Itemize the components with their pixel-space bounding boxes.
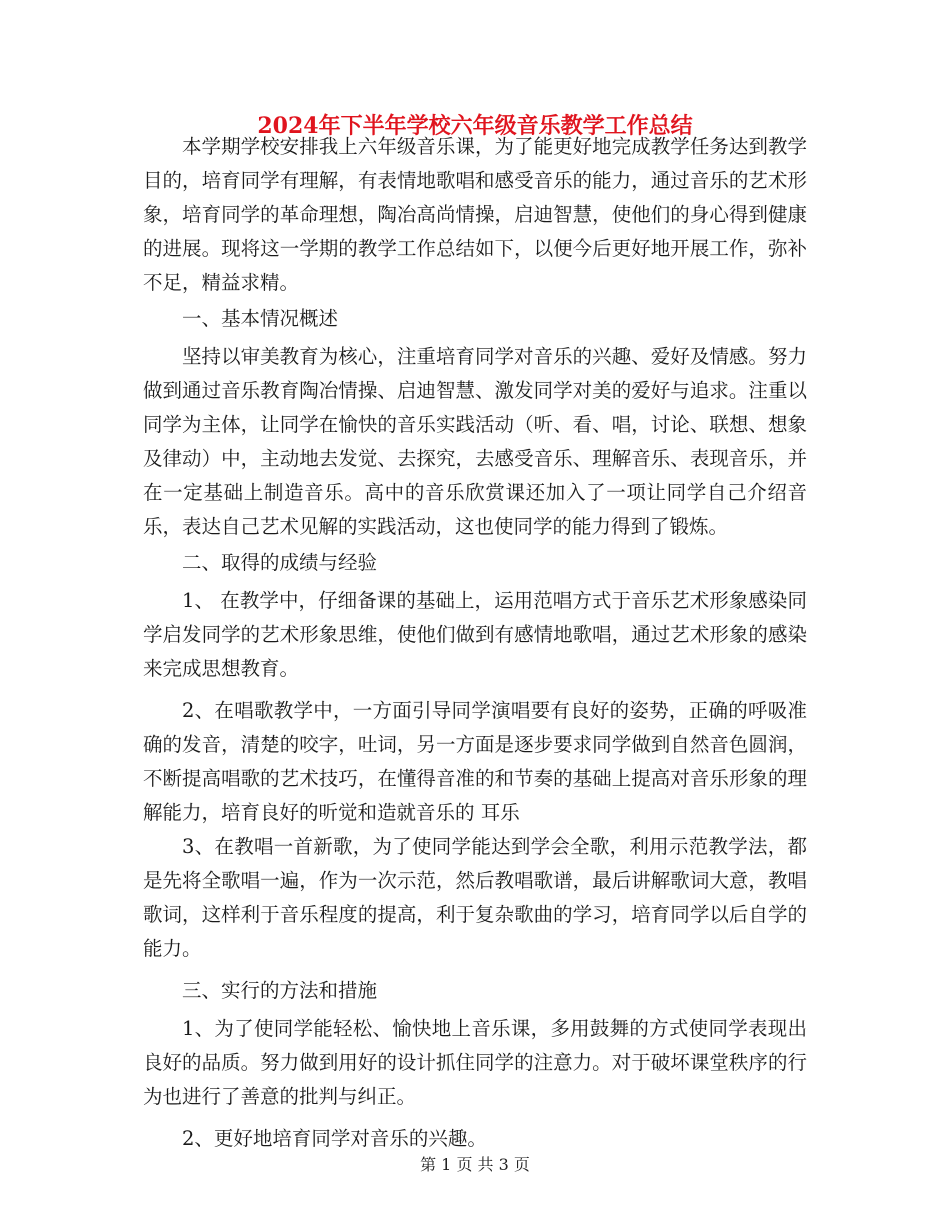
- section-heading-achievements: 二、取得的成绩与经验: [182, 551, 378, 574]
- document-body: [143, 130, 807, 1156]
- document-title: 2024年下半年学校六年级音乐教学工作总结: [257, 113, 693, 139]
- overview-paragraph: 坚持以审美教育为核心，注重培育同学对音乐的兴趣、爱好及情感。努力做到通过音乐教育陶冶情操、启迪智慧、激发同学对美的爱好与追求。注重以同学为主体，让同学在愉快的音乐实践活动（听、看、唱，讨论、联想、想象及律动）中，主动地去发觉、去探究，去感受音乐、理解音乐、表现音乐，并在一定基础上制造音乐。高中的音乐欣赏课还加入了一项让同学自己介绍音乐，表达自己艺术见解的实践活动，这也使同学的能力得到了锻炼。: [143, 345, 807, 538]
- achievement-item-2: 2、在唱歌教学中，一方面引导同学演唱要有良好的姿势，正确的呼吸准确的发音，清楚的咬字，吐词，另一方面是逐步要求同学做到自然音色圆润，不断提高唱歌的艺术技巧，在懂得音准的和节奏的基础上提高对音乐形象的理解能力，培育良好的听觉和造就音乐的 耳乐: [143, 699, 807, 824]
- achievement-item-3: 3、在教唱一首新歌，为了使同学能达到学会全歌，利用示范教学法，都是先将全歌唱一遍，作为一次示范，然后教唱歌谱，最后讲解歌词大意，教唱歌词，这样利于音乐程度的提高，利于复杂歌曲的学习，培育同学以后自学的能力。: [143, 835, 807, 960]
- section-heading-methods: 三、实行的方法和措施: [182, 979, 378, 1002]
- achievement-item-1: 1、 在教学中，仔细备课的基础上，运用范唱方式于音乐艺术形象感染同学启发同学的艺术形象思维，使他们做到有感情地歌唱，通过艺术形象的感染来完成思想教育。: [143, 589, 807, 680]
- page-number-footer: 第 1 页 共 3 页: [420, 1155, 530, 1174]
- section-heading-overview: 一、基本情况概述: [182, 307, 339, 330]
- intro-paragraph: 本学期学校安排我上六年级音乐课，为了能更好地完成教学任务达到教学目的，培育同学有理解，有表情地歌唱和感受音乐的能力，通过音乐的艺术形象，培育同学的革命理想，陶冶高尚情操，启迪智慧，使他们的身心得到健康的进展。现将这一学期的教学工作总结如下，以便今后更好地开展工作，弥补不足，精益求精。: [143, 135, 807, 294]
- method-item-2: 2、更好地培育同学对音乐的兴趣。: [182, 1127, 487, 1150]
- method-item-1: 1、为了使同学能轻松、愉快地上音乐课，多用鼓舞的方式使同学表现出良好的品质。努力做到用好的设计抓住同学的注意力。对于破坏课堂秩序的行为也进行了善意的批判与纠正。: [143, 1017, 807, 1108]
